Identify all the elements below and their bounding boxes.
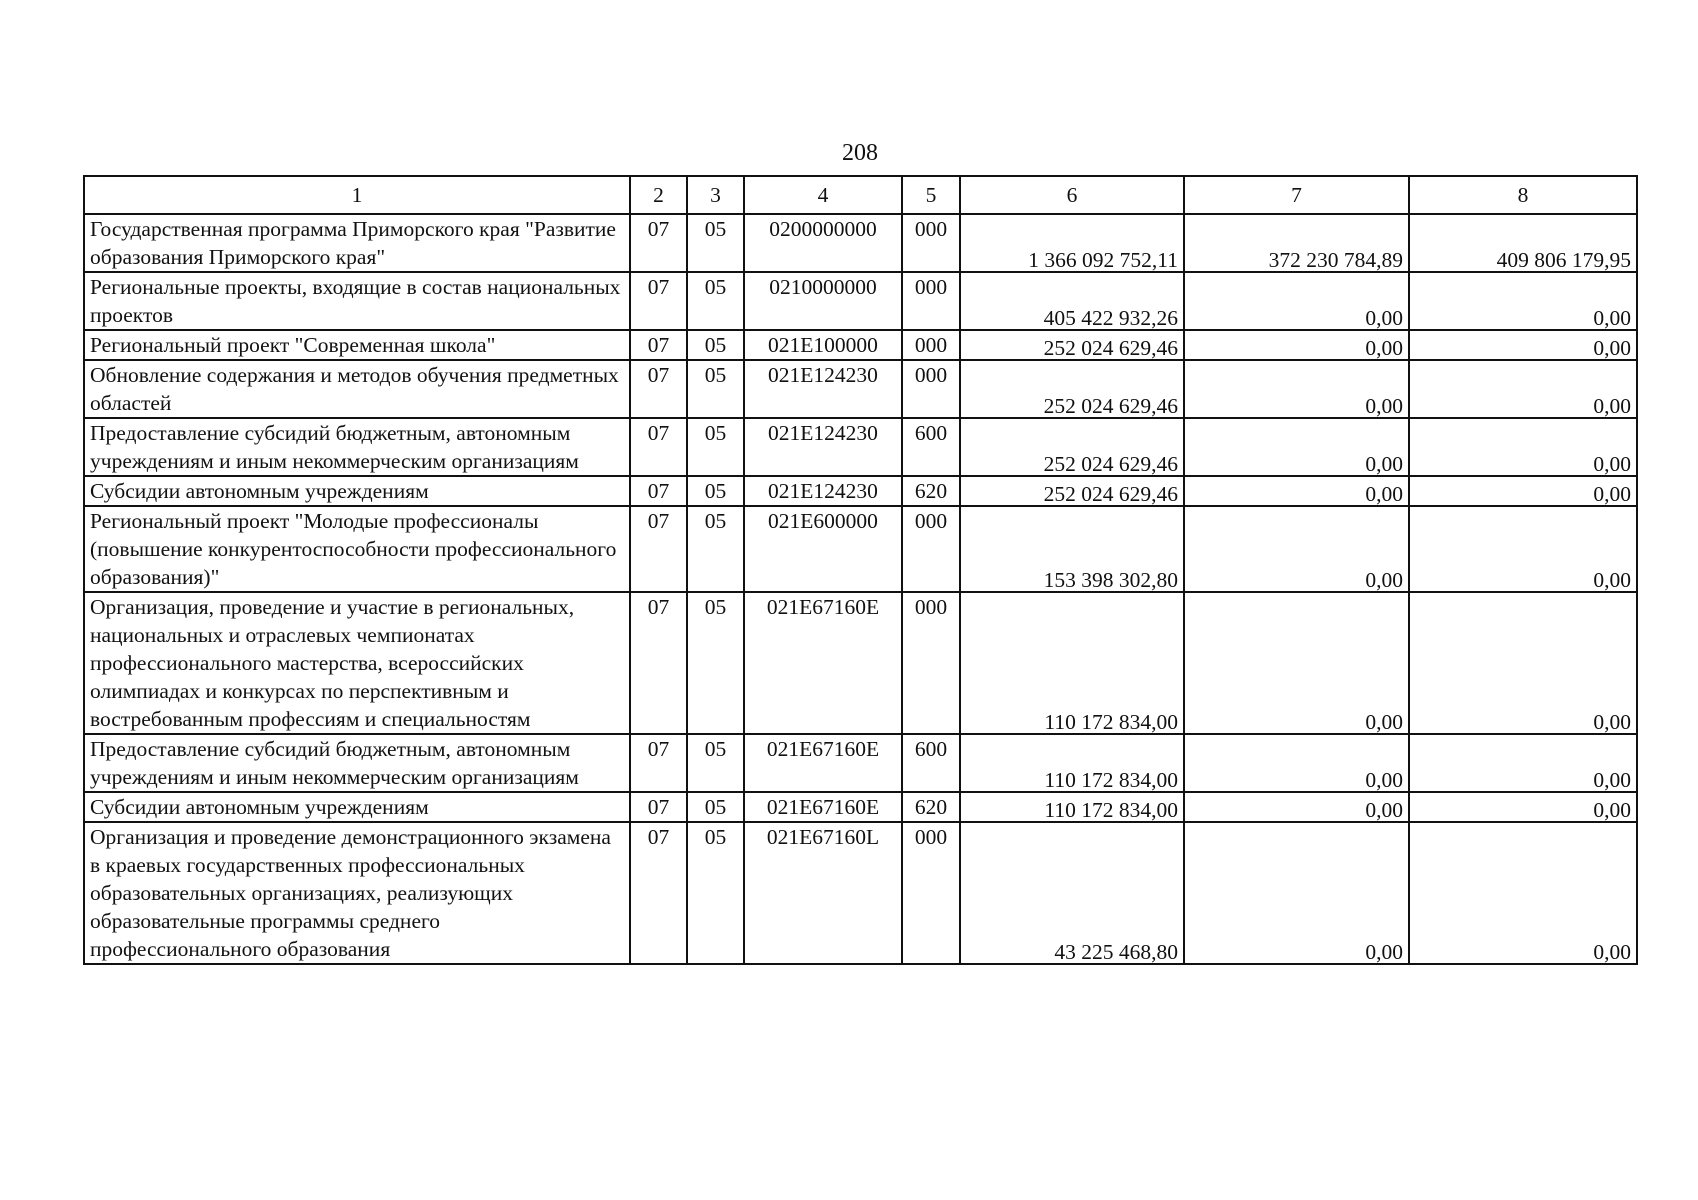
- target-article-cell: 0200000000: [744, 214, 902, 272]
- amount-value: 252 024 629,46: [1043, 482, 1178, 506]
- amount-value: 0,00: [1593, 940, 1631, 964]
- amount-col7-cell: [1184, 418, 1409, 476]
- section-code-cell: 07: [630, 476, 687, 506]
- table-row: [84, 822, 1637, 964]
- amount-value: 1 366 092 752,11: [1028, 248, 1178, 272]
- amount-value: 0,00: [1593, 482, 1631, 506]
- amount-value: 372 230 784,89: [1268, 248, 1403, 272]
- amount-col6-cell: [960, 214, 1184, 272]
- amount-col6-cell: [960, 506, 1184, 592]
- table-row: [84, 506, 1637, 592]
- amount-col8-cell: [1409, 822, 1637, 964]
- amount-value: 0,00: [1365, 940, 1403, 964]
- expense-type-cell: 620: [902, 476, 960, 506]
- target-article-cell: 021E67160E: [744, 734, 902, 792]
- amount-col8-cell: [1409, 792, 1637, 822]
- amount-col7-cell: [1184, 506, 1409, 592]
- expense-type-cell: 000: [902, 272, 960, 330]
- amount-col6-cell: [960, 360, 1184, 418]
- subsection-code-cell: 05: [687, 506, 744, 592]
- amount-value: 0,00: [1365, 568, 1403, 592]
- amount-col8-cell: [1409, 330, 1637, 360]
- column-header: 6: [960, 176, 1184, 214]
- amount-col8-cell: [1409, 214, 1637, 272]
- amount-value: 0,00: [1365, 768, 1403, 792]
- column-header: 8: [1409, 176, 1637, 214]
- expense-type-cell: 000: [902, 822, 960, 964]
- row-name-cell: Региональный проект "Современная школа": [84, 330, 630, 360]
- page-number: 208: [842, 140, 878, 166]
- amount-col6-cell: [960, 792, 1184, 822]
- section-code-cell: 07: [630, 506, 687, 592]
- amount-value: 0,00: [1593, 568, 1631, 592]
- amount-col7-cell: [1184, 272, 1409, 330]
- column-header: 1: [84, 176, 630, 214]
- row-name-cell: Региональные проекты, входящие в состав национальных проектов: [84, 272, 630, 330]
- subsection-code-cell: 05: [687, 476, 744, 506]
- subsection-code-cell: 05: [687, 330, 744, 360]
- amount-value: 0,00: [1593, 394, 1631, 418]
- column-header: 7: [1184, 176, 1409, 214]
- amount-value: 405 422 932,26: [1043, 306, 1178, 330]
- table-row: [84, 792, 1637, 822]
- table-header-row: [84, 176, 1637, 214]
- amount-value: 0,00: [1365, 482, 1403, 506]
- amount-value: 0,00: [1365, 710, 1403, 734]
- amount-value: 43 225 468,80: [1054, 940, 1178, 964]
- amount-value: 0,00: [1593, 306, 1631, 330]
- amount-col6-cell: [960, 330, 1184, 360]
- section-code-cell: 07: [630, 330, 687, 360]
- section-code-cell: 07: [630, 734, 687, 792]
- column-header: 4: [744, 176, 902, 214]
- target-article-cell: 021E600000: [744, 506, 902, 592]
- target-article-cell: 021E67160L: [744, 822, 902, 964]
- target-article-cell: 021E67160E: [744, 792, 902, 822]
- subsection-code-cell: 05: [687, 272, 744, 330]
- expense-type-cell: 000: [902, 214, 960, 272]
- table-row: [84, 214, 1637, 272]
- subsection-code-cell: 05: [687, 734, 744, 792]
- target-article-cell: 021E124230: [744, 360, 902, 418]
- subsection-code-cell: 05: [687, 418, 744, 476]
- amount-col7-cell: [1184, 734, 1409, 792]
- amount-col8-cell: [1409, 272, 1637, 330]
- amount-col8-cell: [1409, 506, 1637, 592]
- amount-value: 0,00: [1365, 798, 1403, 822]
- amount-value: 0,00: [1365, 452, 1403, 476]
- table-row: [84, 360, 1637, 418]
- table-row: [84, 418, 1637, 476]
- expense-type-cell: 000: [902, 592, 960, 734]
- amount-value: 252 024 629,46: [1043, 336, 1178, 360]
- table-row: [84, 272, 1637, 330]
- target-article-cell: 021E67160E: [744, 592, 902, 734]
- amount-col7-cell: [1184, 360, 1409, 418]
- section-code-cell: 07: [630, 214, 687, 272]
- subsection-code-cell: 05: [687, 792, 744, 822]
- expense-type-cell: 000: [902, 330, 960, 360]
- section-code-cell: 07: [630, 592, 687, 734]
- section-code-cell: 07: [630, 792, 687, 822]
- row-name-cell: Предоставление субсидий бюджетным, автономным учреждениям и иным некоммерческим организациям: [84, 418, 630, 476]
- table-row: [84, 592, 1637, 734]
- target-article-cell: 021E100000: [744, 330, 902, 360]
- subsection-code-cell: 05: [687, 592, 744, 734]
- target-article-cell: 021E124230: [744, 418, 902, 476]
- amount-value: 0,00: [1365, 336, 1403, 360]
- amount-col7-cell: [1184, 476, 1409, 506]
- column-header: 5: [902, 176, 960, 214]
- amount-col6-cell: [960, 592, 1184, 734]
- amount-value: 0,00: [1593, 452, 1631, 476]
- table-row: [84, 734, 1637, 792]
- section-code-cell: 07: [630, 360, 687, 418]
- amount-value: 0,00: [1593, 798, 1631, 822]
- amount-value: 110 172 834,00: [1044, 768, 1178, 792]
- amount-col8-cell: [1409, 360, 1637, 418]
- amount-value: 0,00: [1365, 394, 1403, 418]
- row-name-cell: Организация, проведение и участие в региональных, национальных и отраслевых чемпионатах профессионального мастерства, всероссийских олимпиадах и конкурсах по перспективным и востребованным профессиям и специальностям: [84, 592, 630, 734]
- amount-col7-cell: [1184, 592, 1409, 734]
- amount-col6-cell: [960, 476, 1184, 506]
- expense-type-cell: 600: [902, 734, 960, 792]
- section-code-cell: 07: [630, 272, 687, 330]
- column-header: 3: [687, 176, 744, 214]
- amount-value: 252 024 629,46: [1043, 452, 1178, 476]
- amount-col8-cell: [1409, 476, 1637, 506]
- target-article-cell: 021E124230: [744, 476, 902, 506]
- expense-type-cell: 000: [902, 506, 960, 592]
- amount-col6-cell: [960, 734, 1184, 792]
- amount-value: 110 172 834,00: [1044, 798, 1178, 822]
- amount-col7-cell: [1184, 330, 1409, 360]
- row-name-cell: Субсидии автономным учреждениям: [84, 476, 630, 506]
- amount-value: 0,00: [1593, 768, 1631, 792]
- row-name-cell: Государственная программа Приморского края "Развитие образования Приморского края": [84, 214, 630, 272]
- column-header: 2: [630, 176, 687, 214]
- target-article-cell: 0210000000: [744, 272, 902, 330]
- subsection-code-cell: 05: [687, 822, 744, 964]
- amount-value: 153 398 302,80: [1043, 568, 1178, 592]
- row-name-cell: Организация и проведение демонстрационного экзамена в краевых государственных профессиональных образовательных организациях, реализующих образовательные программы среднего профессионального образования: [84, 822, 630, 964]
- budget-table: [83, 175, 1638, 965]
- amount-col6-cell: [960, 822, 1184, 964]
- amount-col8-cell: [1409, 734, 1637, 792]
- amount-col7-cell: [1184, 822, 1409, 964]
- row-name-cell: Региональный проект "Молодые профессионалы (повышение конкурентоспособности профессионального образования)": [84, 506, 630, 592]
- amount-col6-cell: [960, 272, 1184, 330]
- expense-type-cell: 620: [902, 792, 960, 822]
- row-name-cell: Субсидии автономным учреждениям: [84, 792, 630, 822]
- section-code-cell: 07: [630, 418, 687, 476]
- subsection-code-cell: 05: [687, 214, 744, 272]
- amount-col8-cell: [1409, 418, 1637, 476]
- expense-type-cell: 600: [902, 418, 960, 476]
- amount-value: 0,00: [1593, 710, 1631, 734]
- section-code-cell: 07: [630, 822, 687, 964]
- amount-col7-cell: [1184, 792, 1409, 822]
- subsection-code-cell: 05: [687, 360, 744, 418]
- amount-col6-cell: [960, 418, 1184, 476]
- amount-value: 110 172 834,00: [1044, 710, 1178, 734]
- table-row: [84, 476, 1637, 506]
- amount-col7-cell: [1184, 214, 1409, 272]
- row-name-cell: Обновление содержания и методов обучения предметных областей: [84, 360, 630, 418]
- amount-value: 0,00: [1365, 306, 1403, 330]
- expense-type-cell: 000: [902, 360, 960, 418]
- row-name-cell: Предоставление субсидий бюджетным, автономным учреждениям и иным некоммерческим организациям: [84, 734, 630, 792]
- amount-value: 252 024 629,46: [1043, 394, 1178, 418]
- amount-value: 409 806 179,95: [1496, 248, 1631, 272]
- table-row: [84, 330, 1637, 360]
- amount-value: 0,00: [1593, 336, 1631, 360]
- amount-col8-cell: [1409, 592, 1637, 734]
